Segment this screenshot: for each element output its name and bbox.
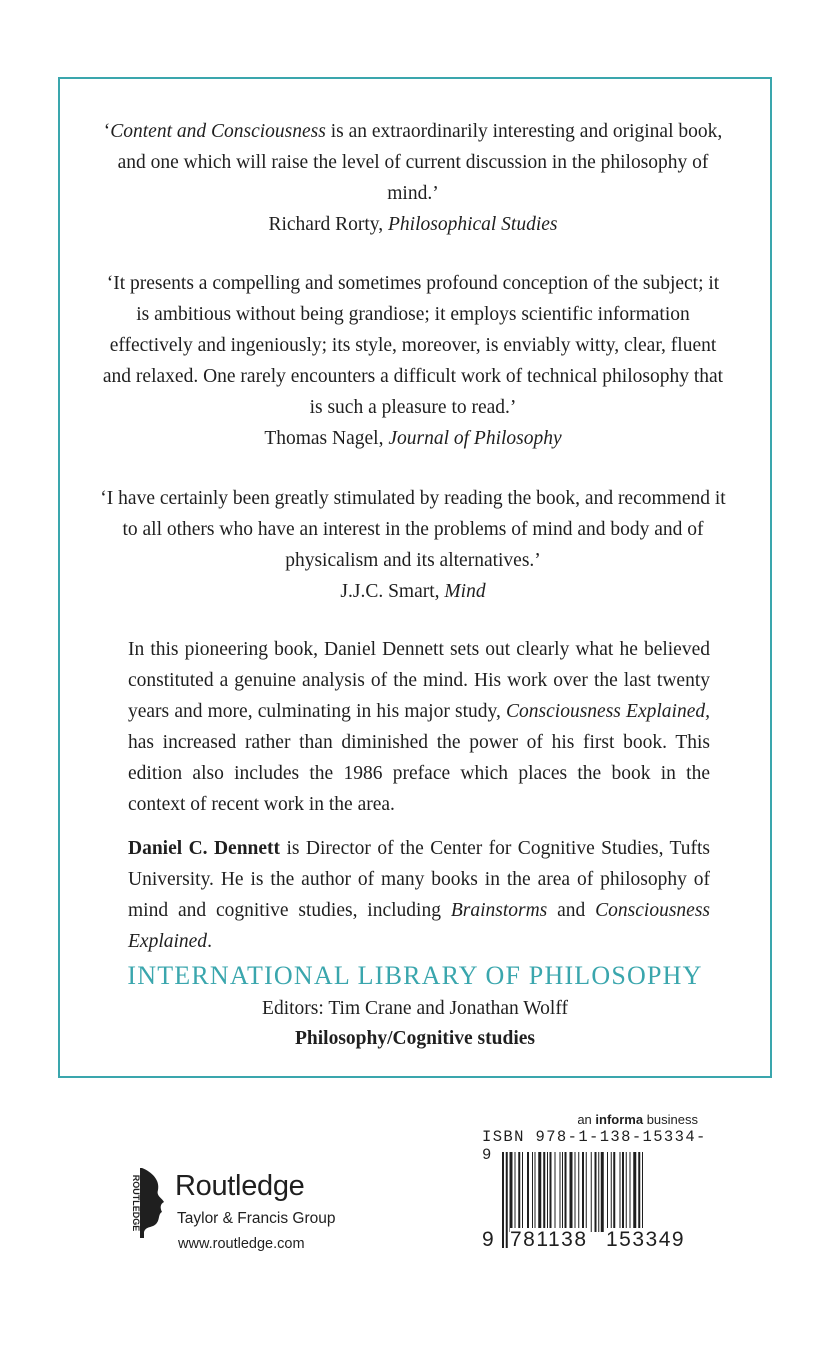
- review-quote-nagel: [100, 268, 726, 454]
- barcode-bar: [510, 1152, 513, 1232]
- isbn-text: ISBN 978-1-138-15334-9: [482, 1128, 707, 1164]
- quote-source: Philosophical Studies: [387, 214, 558, 235]
- author-bio: [128, 833, 710, 957]
- subject-category: Philosophy/Cognitive studies: [294, 1028, 535, 1049]
- bio-book-title: Brainstorms: [450, 900, 548, 921]
- routledge-logo-icon: [122, 1168, 168, 1238]
- barcode-digit-group-2: 153349: [606, 1228, 686, 1251]
- quote-source: Journal of Philosophy: [388, 428, 562, 449]
- barcode-digits: [482, 1228, 708, 1254]
- publisher-name: Routledge: [175, 1170, 305, 1202]
- barcode-bar: [515, 1152, 516, 1232]
- bio-end: .: [207, 931, 212, 952]
- quote-author: Richard Rorty,: [268, 214, 388, 235]
- quote-attribution: [100, 423, 726, 454]
- barcode-bar: [598, 1152, 599, 1232]
- quote-open-mark: ‘: [103, 121, 111, 142]
- barcode-bar: [565, 1152, 567, 1232]
- informa-tagline: [577, 1112, 698, 1127]
- barcode-bar: [550, 1152, 552, 1232]
- review-quote-rorty: [100, 116, 726, 240]
- review-quote-smart: [100, 483, 726, 607]
- barcode-block: [478, 1112, 710, 1262]
- barcode-bar: [611, 1152, 612, 1232]
- bio-conjunction: and: [547, 900, 596, 921]
- barcode-bar: [591, 1152, 592, 1232]
- barcode-bar: [518, 1152, 520, 1232]
- publisher-group: Taylor & Francis Group: [177, 1210, 336, 1227]
- barcode-bar: [555, 1152, 556, 1232]
- barcode-lead-digit: 9: [482, 1228, 496, 1251]
- barcode-bar: [607, 1152, 608, 1232]
- barcode-bar: [626, 1152, 627, 1232]
- quote-author: Thomas Nagel,: [264, 428, 389, 449]
- quote-text: is an extraordinarily interesting and original book, and one which will raise the level of current discussion in the philosophy of mind.’: [117, 121, 723, 204]
- quote-text: ‘It presents a compelling and sometimes profound conception of the subject; it is ambitious without being grandiose; it employs scientific information effectively and ingeniously; its style, moreover, is enviably witty, clear, fluent and relaxed. One rarely encounters a difficult work of technical philosophy that is such a pleasure to read.’: [102, 273, 724, 418]
- barcode-bar: [538, 1152, 541, 1232]
- barcode-bar: [582, 1152, 584, 1232]
- barcode-bar: [622, 1152, 624, 1232]
- barcode-bar: [527, 1152, 529, 1232]
- informa-prefix: an: [577, 1112, 596, 1127]
- informa-suffix: business: [643, 1112, 698, 1127]
- description-text: In this pioneering book, Daniel Dennett sets out clearly what he believed constituted a genuine analysis of the mind. His work over the last twenty years and more, culminating in his major study,: [128, 639, 710, 722]
- quote-attribution: [100, 576, 726, 607]
- publisher-block: [122, 1168, 362, 1260]
- barcode-bar: [586, 1152, 587, 1232]
- quote-source: Mind: [444, 581, 486, 602]
- barcode-bar: [633, 1152, 636, 1232]
- logo-wordmark: ROUTLEDGE: [131, 1174, 141, 1232]
- publisher-url[interactable]: www.routledge.com: [178, 1236, 305, 1252]
- barcode-bar: [560, 1152, 561, 1232]
- barcode-bar: [613, 1152, 615, 1232]
- barcode-bar: [562, 1152, 563, 1232]
- book-description: [128, 634, 710, 820]
- quote-attribution: [100, 209, 726, 240]
- barcode-bar: [601, 1152, 604, 1232]
- barcode-bar: [535, 1152, 536, 1232]
- barcode-bar: [543, 1152, 545, 1232]
- quote-book-title: Content and Consciousness: [110, 121, 326, 142]
- series-title: INTERNATIONAL LIBRARY OF PHILOSOPHY: [127, 961, 703, 990]
- bio-text: is Director of the Center for Cognitive Studies, Tufts University. He is the author of many books in the area of philosophy of mind and cognitive studies, including: [128, 838, 711, 921]
- barcode-bar: [620, 1152, 621, 1232]
- barcode-bar: [578, 1152, 579, 1232]
- barcode-bar: [595, 1152, 597, 1232]
- quote-text: ‘I have certainly been greatly stimulated by reading the book, and recommend it to all others who have an interest in the problems of mind and body and of physicalism and its alternatives.’: [100, 488, 726, 571]
- barcode-bar: [522, 1152, 523, 1232]
- informa-name: informa: [595, 1112, 644, 1127]
- series-editors: Editors: Tim Crane and Jonathan Wolff: [262, 998, 568, 1019]
- description-text-continued: has increased rather than diminished the power of his first book. This edition also includes the 1986 preface which places the book in the context of recent work in the area.: [128, 732, 710, 815]
- barcode-bar: [630, 1152, 631, 1232]
- barcode-bar: [547, 1152, 548, 1232]
- author-name: Daniel C. Dennett: [128, 838, 281, 859]
- quote-author: J.J.C. Smart,: [340, 581, 445, 602]
- bio-book-title: Consciousness Explained: [128, 900, 710, 952]
- barcode-bar: [532, 1152, 533, 1232]
- barcode-digit-group-1: 781138: [510, 1228, 588, 1251]
- description-book-title: Consciousness Explained,: [506, 701, 710, 722]
